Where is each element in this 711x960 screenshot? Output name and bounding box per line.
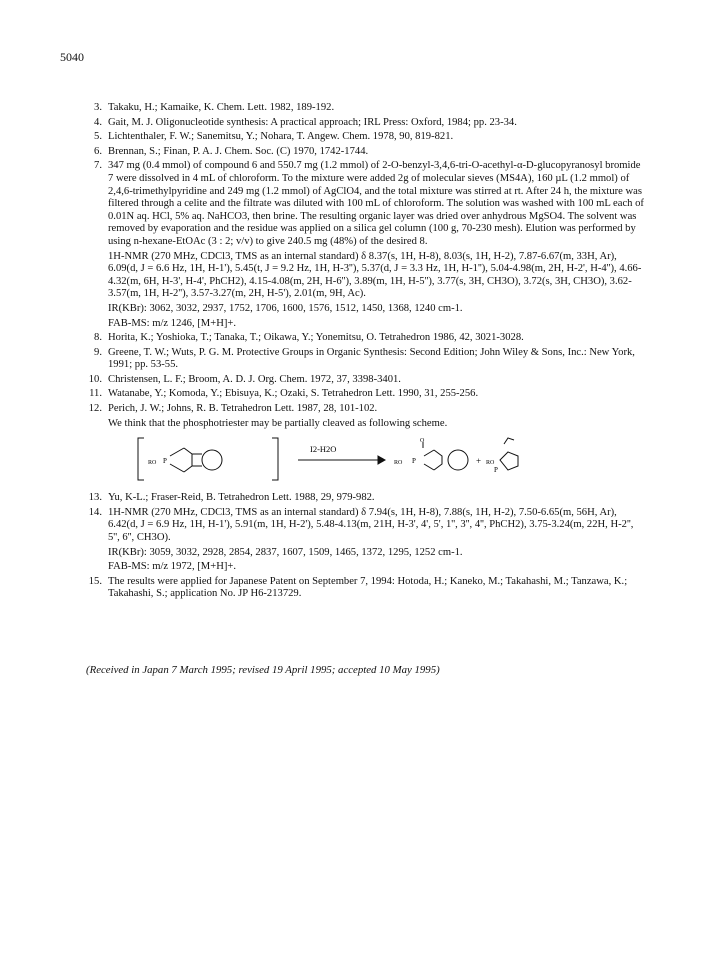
received-dates: (Received in Japan 7 March 1995; revised 19 April 1995; accepted 10 May 1995) <box>86 664 440 676</box>
reagent-label: I2-H2O <box>310 444 337 455</box>
ro-label: RO <box>394 460 403 467</box>
reference-number: 3. <box>94 102 102 113</box>
ms-data: FAB-MS: m/z 1972, [M+H]+. <box>108 561 236 573</box>
ro-label: RO <box>148 460 157 467</box>
reference-text: Christensen, L. F.; Broom, A. D. J. Org. Chem. 1972, 37, 3398-3401. <box>108 373 401 385</box>
page-number: 5040 <box>60 50 84 64</box>
ir-data: IR(KBr): 3059, 3032, 2928, 2854, 2837, 1607, 1509, 1465, 1372, 1295, 1252 cm-1. <box>108 546 463 558</box>
plus-sign: + <box>476 456 482 467</box>
reference-text: Takaku, H.; Kamaike, K. Chem. Lett. 1982, 189-192. <box>108 102 335 113</box>
ms-data: FAB-MS: m/z 1246, [M+H]+. <box>108 317 236 329</box>
reference-text: Horita, K.; Yoshioka, T.; Tanaka, T.; Oikawa, Y.; Yonemitsu, O. Tetrahedron 1986, 42, 3021-3028. <box>108 332 524 344</box>
reaction-scheme-diagram <box>128 434 528 486</box>
oxygen-label: O <box>420 438 425 445</box>
reference-item <box>84 117 644 132</box>
reference-list <box>84 102 644 603</box>
reference-number: 15. <box>88 575 102 587</box>
reference-item <box>84 347 644 374</box>
phosphorus-label: P <box>163 457 167 466</box>
phosphorus-label: P <box>494 466 498 475</box>
reference-number: 4. <box>94 116 102 128</box>
cleavage-scheme <box>108 434 644 486</box>
reference-number: 7. <box>94 160 102 172</box>
nmr-data: 1H-NMR (270 MHz, CDCl3, TMS as an internal standard) δ 8.37(s, 1H, H-8), 8.03(s, 1H, H-2), 7.87-6.67(m, 33H, Ar), 6.09(d, J = 6.6 Hz, 1H, H-1'), 5.45(t, J = 9.2 Hz, 1H, H-3''), 5.37(d, J = 3.3 Hz, 1H, H-1''), 5.04-4.98(m, 2H, H-2', H-4''), 4.66-4.32(m, 6H, H-3', H-4', PhCH2), 4.15-4.08(m, 2H, H-6''), 3.89(m, 1H, H-5''), 3.77(s, 3H, CH3O), 3.72(s, 3H, CH3O), 3.62-3.57(m, 1H, H-2''), 3.57-3.27(m, 2H, H-5'), 2.01(m, 9H, Ac). <box>108 250 642 300</box>
reference-number: 13. <box>88 492 102 504</box>
reference-item <box>84 388 644 403</box>
reference-item <box>84 131 644 146</box>
reference-item <box>84 403 644 492</box>
reference-text: Perich, J. W.; Johns, R. B. Tetrahedron Lett. 1987, 28, 101-102. <box>108 403 378 415</box>
nmr-data: 1H-NMR (270 MHz, CDCl3, TMS as an internal standard) δ 7.94(s, 1H, H-8), 7.88(s, 1H, H-2), 7.50-6.65(m, 56H, Ar), 6.42(d, J = 6.9 Hz, 1H, H-1'), 5.91(m, 1H, H-2'), 5.48-4.13(m, 21H, H-3', 4', 5', 1'', 3'', 4'', PhCH2), 3.75-3.24(m, 22H, H-2'', 5'', 6'', CH3O). <box>108 506 634 544</box>
reference-text: Gait, M. J. Oligonucleotide synthesis: A practical approach; IRL Press: Oxford, 1984; pp. 23-34. <box>108 116 517 128</box>
reference-item <box>84 146 644 161</box>
reference-number: 9. <box>94 346 102 358</box>
reference-number: 11. <box>89 388 102 400</box>
reference-item <box>84 374 644 389</box>
reference-number: 6. <box>94 145 102 157</box>
phosphorus-label: P <box>412 457 416 466</box>
reference-item <box>84 576 644 603</box>
reference-item <box>84 332 644 347</box>
reference-text: Lichtenthaler, F. W.; Sanemitsu, Y.; Nohara, T. Angew. Chem. 1978, 90, 819-821. <box>108 131 454 143</box>
reference-item <box>84 507 644 576</box>
ro-label: RO <box>486 460 495 467</box>
ir-data: IR(KBr): 3062, 3032, 2937, 1752, 1706, 1600, 1576, 1512, 1450, 1368, 1240 cm-1. <box>108 302 463 314</box>
reference-number: 5. <box>94 131 102 143</box>
reference-item <box>84 102 644 117</box>
reference-number: 12. <box>88 403 102 415</box>
reference-text: Watanabe, Y.; Komoda, Y.; Ebisuya, K.; Ozaki, S. Tetrahedron Lett. 1990, 31, 255-256. <box>108 388 479 400</box>
experimental-procedure: 347 mg (0.4 mmol) of compound 6 and 550.7 mg (1.2 mmol) of 2-O-benzyl-3,4,6-tri-O-acethyl-α-D-glucopyranosyl bromide 7 were dissolved in 4 mL of chloroform. To the mixture were added 2g of molecular sieves (MS4A), 160 µL (1.2 mmol) of 2,4,6-trimethylpyridine and 249 mg (1.2 mmol) of AgClO4, and the total mixture was stirred at rt. After 24 h, the mixture was filtered through a celite and the filtrate was diluted with 100 mL of chloroform. The solution was washed with 100 mL each of 0.01N aq. HCl, 5% aq. NaHCO3, then brine. The resulting organic layer was dried over anhydrous MgSO4. The solvent was removed by evaporation and the residue was applied on a silica gel column (100 g, 70-230 mesh). Elution was performed by using n-hexane-EtOAc (3 : 2; v/v) to give 240.5 mg (48%) of the desired 8. <box>108 160 644 247</box>
reference-number: 8. <box>94 332 102 344</box>
reference-text: Greene, T. W.; Wuts, P. G. M. Protective Groups in Organic Synthesis: Second Edition; John Wiley & Sons, Inc.: New York, 1991; pp. 53-55. <box>108 346 635 371</box>
reference-text: The results were applied for Japanese Patent on September 7, 1994: Hotoda, H.; Kaneko, M.; Takahashi, M.; Tanzawa, K.; Takahashi, S.; application No. JP H6-213729. <box>108 575 628 600</box>
reference-note: We think that the phosphotriester may be partially cleaved as following scheme. <box>108 417 448 429</box>
reference-item <box>84 160 644 332</box>
reference-text: Yu, K-L.; Fraser-Reid, B. Tetrahedron Lett. 1988, 29, 979-982. <box>108 492 375 504</box>
reference-text: Brennan, S.; Finan, P. A. J. Chem. Soc. (C) 1970, 1742-1744. <box>108 145 369 157</box>
reference-number: 14. <box>88 506 102 518</box>
reference-item <box>84 492 644 507</box>
reference-number: 10. <box>88 373 102 385</box>
